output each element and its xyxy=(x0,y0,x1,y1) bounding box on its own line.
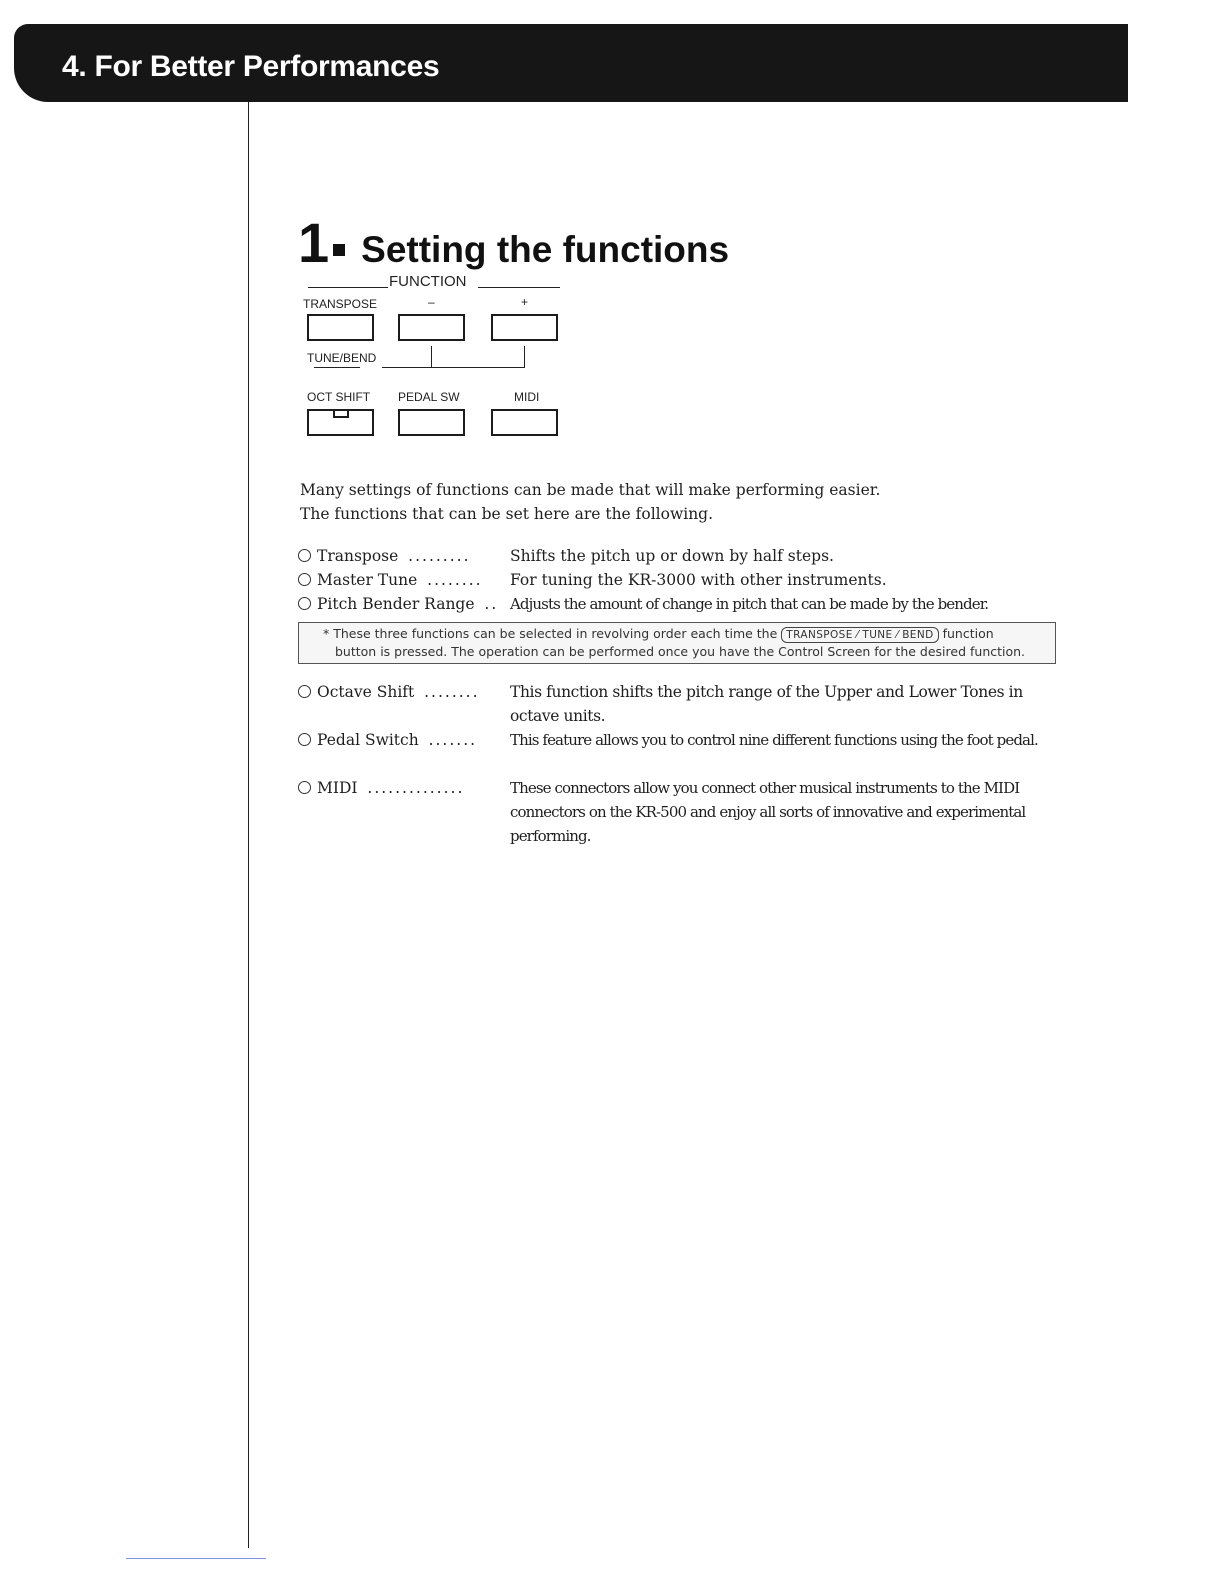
function-panel-diagram xyxy=(298,268,578,448)
oct-shift-button[interactable] xyxy=(307,409,374,436)
section-title: Setting the functions xyxy=(361,229,730,270)
plus-label: + xyxy=(521,295,529,309)
intro-line: The functions that can be set here are the following. xyxy=(300,505,714,523)
note-box xyxy=(298,622,1056,664)
function-plus-button[interactable] xyxy=(491,314,558,341)
function-bracket-left xyxy=(308,287,388,288)
function-bracket-right xyxy=(478,287,560,288)
function-term: Octave Shift xyxy=(317,683,415,701)
pedal-sw-button[interactable] xyxy=(398,409,465,436)
footer-rule xyxy=(126,1558,266,1559)
minus-connector xyxy=(431,346,432,368)
note-text: * These three functions can be selected in revolving order each time the xyxy=(323,626,778,641)
plus-connector xyxy=(524,346,525,368)
function-term: Pedal Switch xyxy=(317,731,419,749)
function-term: Transpose xyxy=(317,547,399,565)
leader-dots: ........ xyxy=(424,683,480,701)
circle-bullet-icon xyxy=(298,573,311,586)
note-text: button is pressed. The operation can be performed once you have the Control Screen for the desired function. xyxy=(335,644,1026,659)
function-term: Master Tune xyxy=(317,571,418,589)
connector-bar xyxy=(382,367,525,368)
tune-bend-label: TUNE/BEND xyxy=(307,351,377,365)
transpose-tune-bend-button[interactable] xyxy=(307,314,374,341)
transpose-tune-bend-key-label: TRANSPOSE ⁄ TUNE ⁄ BEND xyxy=(781,627,938,643)
function-description: Shifts the pitch up or down by half steps. xyxy=(510,547,834,565)
leader-dots: .............. xyxy=(367,779,465,797)
circle-bullet-icon xyxy=(298,597,311,610)
circle-bullet-icon xyxy=(298,733,311,746)
circle-bullet-icon xyxy=(298,549,311,562)
function-description: This function shifts the pitch range of the Upper and Lower Tones in octave units. xyxy=(510,683,1023,725)
circle-bullet-icon xyxy=(298,685,311,698)
circle-bullet-icon xyxy=(298,781,311,794)
function-term: Pitch Bender Range xyxy=(317,595,475,613)
function-description: This feature allows you to control nine different functions using the foot pedal. xyxy=(510,731,1038,749)
left-margin-rule xyxy=(248,102,249,1548)
function-term: MIDI xyxy=(317,779,358,797)
pedal-sw-label: PEDAL SW xyxy=(398,390,460,404)
function-description: Adjusts the amount of change in pitch that can be made by the bender. xyxy=(510,595,989,613)
leader-dots: ....... xyxy=(428,731,478,749)
intro-line: Many settings of functions can be made that will make performing easier. xyxy=(300,481,881,499)
intro-paragraph xyxy=(300,478,880,526)
function-description: These connectors allow you connect other musical instruments to the MIDI connectors on the KR-500 and enjoy all sorts of innovative and experimental performing. xyxy=(510,779,1026,845)
oct-shift-indicator xyxy=(333,409,349,418)
leader-dots: ......... xyxy=(408,547,471,565)
section-number: 1 xyxy=(298,211,330,274)
note-text: function xyxy=(942,626,994,641)
tune-bend-underline xyxy=(314,367,360,368)
midi-label: MIDI xyxy=(514,390,540,404)
minus-label: – xyxy=(428,295,435,309)
transpose-label: TRANSPOSE xyxy=(303,297,378,311)
oct-shift-label: OCT SHIFT xyxy=(307,390,371,404)
leader-dots: .. xyxy=(484,595,499,613)
section-heading xyxy=(298,210,729,275)
function-minus-button[interactable] xyxy=(398,314,465,341)
function-group-label: FUNCTION xyxy=(389,273,467,290)
function-description: For tuning the KR-3000 with other instruments. xyxy=(510,571,887,589)
heading-bullet xyxy=(333,244,345,256)
leader-dots: ........ xyxy=(427,571,483,589)
midi-button[interactable] xyxy=(491,409,558,436)
page-header-title: 4. For Better Performances xyxy=(62,50,440,83)
